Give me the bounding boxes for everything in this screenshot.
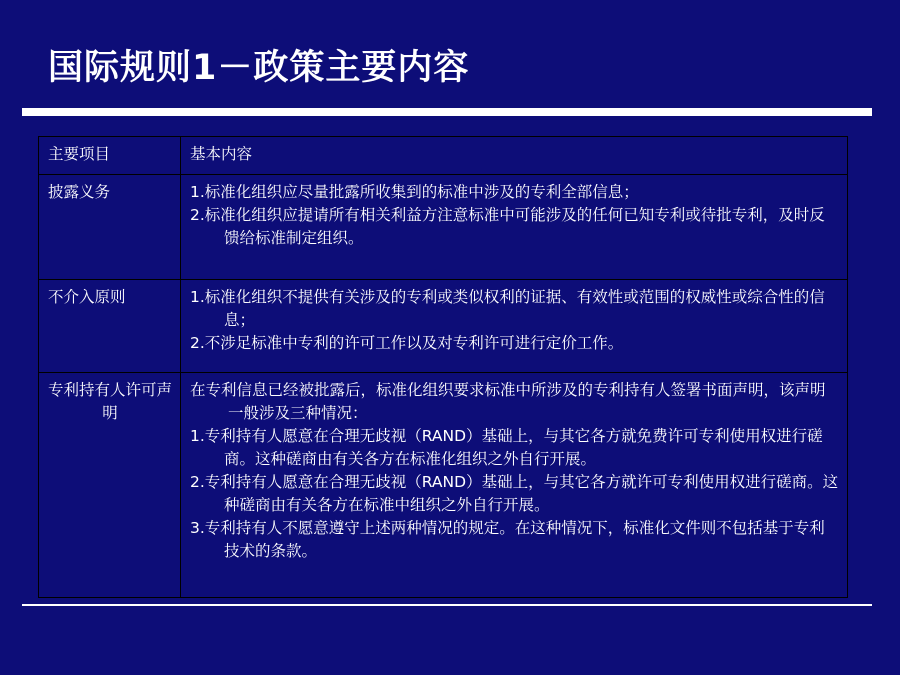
- table-row: [39, 280, 848, 373]
- header-content-cell: 基本内容: [181, 137, 848, 175]
- row-item-cell: [39, 373, 181, 598]
- content-paragraph: 1.标准化组织不提供有关涉及的专利或类似权利的证据、有效性或范围的权威性或综合性的信息；: [190, 288, 825, 329]
- table-header-row: [39, 137, 848, 175]
- row-item-label: 专利持有人许可声明: [48, 381, 173, 422]
- content-paragraph: 1.标准化组织应尽量批露所收集到的标准中涉及的专利全部信息；: [190, 183, 639, 201]
- content-paragraph: 在专利信息已经被批露后，标准化组织要求标准中所涉及的专利持有人签署书面声明，该声明一般涉及三种情况：: [190, 381, 826, 422]
- row-item-label: 不介入原则: [48, 288, 126, 306]
- row-item-cell: [39, 175, 181, 280]
- table-row: [39, 373, 848, 598]
- row-item-label: 披露义务: [48, 183, 111, 201]
- header-item-cell: 主要项目: [39, 137, 181, 175]
- row-content-cell: [181, 373, 848, 598]
- table-row: [39, 175, 848, 280]
- policy-table: [38, 136, 848, 598]
- bottom-divider: [22, 604, 872, 606]
- content-paragraph: 2.不涉足标准中专利的许可工作以及对专利许可进行定价工作。: [190, 334, 624, 352]
- page-title: 国际规则1－政策主要内容: [48, 48, 470, 88]
- title-divider: [22, 108, 872, 116]
- row-content-cell: [181, 175, 848, 280]
- content-paragraph: 2.标准化组织应提请所有相关利益方注意标准中可能涉及的任何已知专利或待批专利，及时反馈给标准制定组织。: [190, 206, 825, 247]
- content-paragraph: 2.专利持有人愿意在合理无歧视（RAND）基础上，与其它各方就许可专利使用权进行磋商。这种磋商由有关各方在标准中组织之外自行开展。: [190, 473, 839, 514]
- row-item-cell: [39, 280, 181, 373]
- content-paragraph: 1.专利持有人愿意在合理无歧视（RAND）基础上，与其它各方就免费许可专利使用权进行磋商。这种磋商由有关各方在标准化组织之外自行开展。: [190, 427, 823, 468]
- content-paragraph: 3.专利持有人不愿意遵守上述两种情况的规定。在这种情况下，标准化文件则不包括基于专利技术的条款。: [190, 519, 825, 560]
- row-content-cell: [181, 280, 848, 373]
